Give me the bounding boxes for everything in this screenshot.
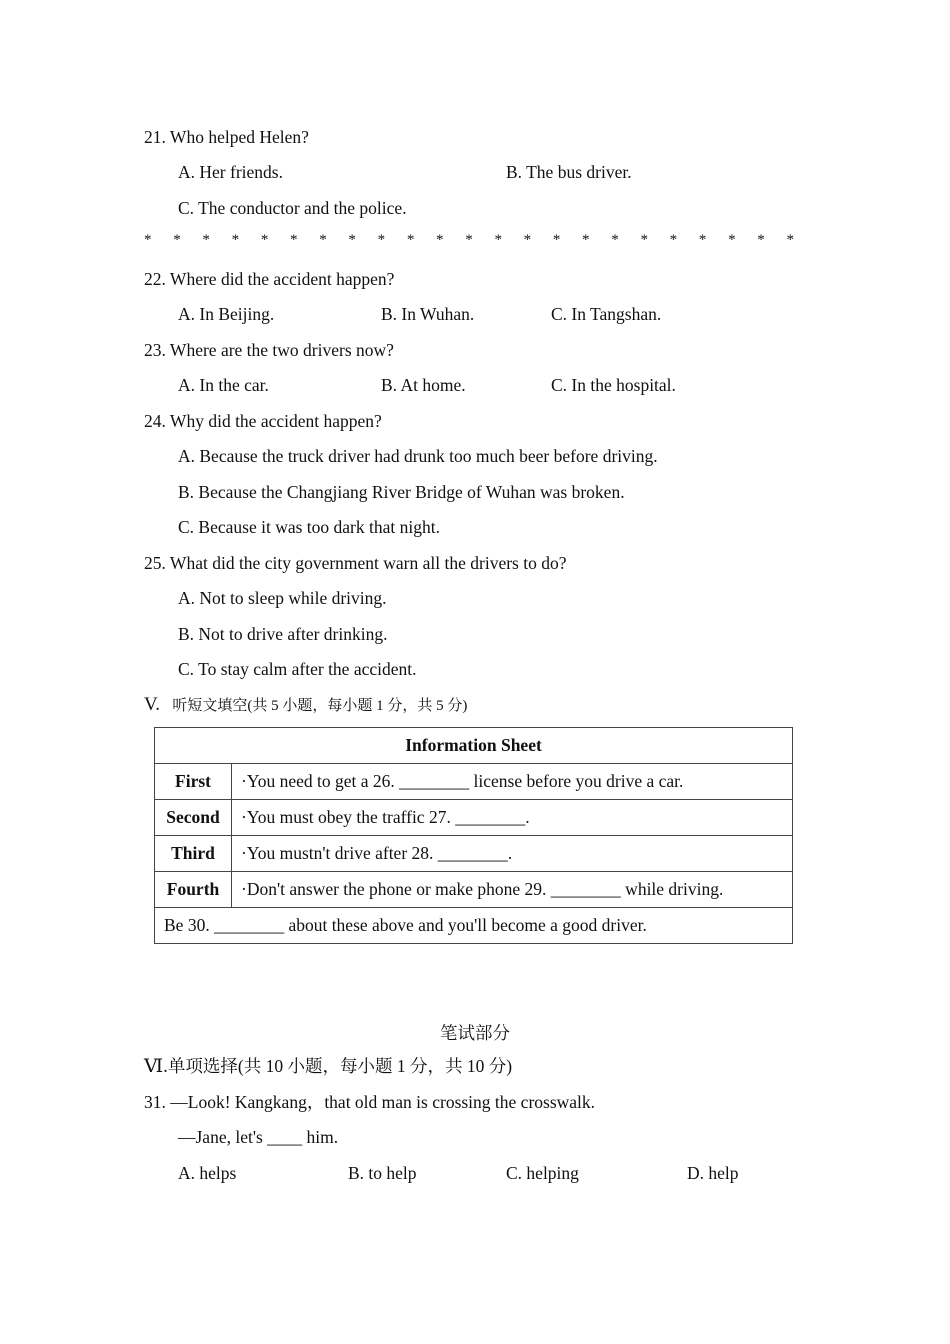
star: * bbox=[231, 232, 240, 248]
q25-option-a: A. Not to sleep while driving. bbox=[178, 588, 387, 608]
q21-option-a: A. Her friends. bbox=[178, 162, 283, 182]
star: * bbox=[728, 232, 736, 248]
q31-option-d: D. help bbox=[687, 1163, 739, 1183]
section-6-numeral: Ⅵ. bbox=[144, 1056, 168, 1077]
question-23: 23. Where are the two drivers now? bbox=[144, 340, 394, 360]
section-6-heading bbox=[144, 1055, 512, 1078]
star: * bbox=[290, 232, 298, 248]
q25-option-b: B. Not to drive after drinking. bbox=[178, 624, 388, 644]
information-sheet-title: Information Sheet bbox=[155, 728, 793, 764]
star: * bbox=[494, 232, 502, 248]
star: * bbox=[523, 232, 532, 248]
question-24: 24. Why did the accident happen? bbox=[144, 411, 382, 431]
row-label: Fourth bbox=[155, 872, 232, 908]
information-sheet-table bbox=[154, 727, 793, 944]
star-divider bbox=[144, 232, 794, 249]
q24-option-b: B. Because the Changjiang River Bridge of Wuhan was broken. bbox=[178, 482, 625, 502]
section-5-heading bbox=[144, 693, 467, 717]
star: * bbox=[173, 232, 181, 248]
section-5-numeral: V. bbox=[144, 694, 161, 715]
row-text: ·You must obey the traffic 27. ________. bbox=[232, 800, 793, 836]
q22-option-b: B. In Wuhan. bbox=[381, 304, 475, 324]
q24-option-a: A. Because the truck driver had drunk too much beer before driving. bbox=[178, 446, 658, 466]
star: * bbox=[611, 232, 619, 248]
q23-option-a: A. In the car. bbox=[178, 375, 269, 395]
row-label: First bbox=[155, 764, 232, 800]
star: * bbox=[582, 232, 590, 248]
star: * bbox=[406, 232, 415, 248]
table-row bbox=[155, 800, 793, 836]
star: * bbox=[669, 232, 678, 248]
star: * bbox=[377, 232, 386, 248]
row-label: Third bbox=[155, 836, 232, 872]
row-text: ·You need to get a 26. ________ license before you drive a car. bbox=[232, 764, 793, 800]
q22-option-c: C. In Tangshan. bbox=[551, 304, 662, 324]
star: * bbox=[552, 232, 561, 248]
q23-option-b: B. At home. bbox=[381, 375, 466, 395]
section-5-title: 听短文填空(共 5 小题，每小题 1 分，共 5 分) bbox=[172, 698, 468, 714]
question-21: 21. Who helped Helen? bbox=[144, 127, 309, 147]
star: * bbox=[202, 232, 210, 248]
section-6-title: 单项选择(共 10 小题，每小题 1 分，共 10 分) bbox=[167, 1056, 513, 1076]
row-label: Second bbox=[155, 800, 232, 836]
star: * bbox=[757, 232, 765, 248]
written-part-title: 笔试部分 bbox=[440, 1023, 510, 1043]
star: * bbox=[144, 232, 152, 248]
star: * bbox=[319, 232, 327, 248]
star: * bbox=[786, 232, 794, 248]
q25-option-c: C. To stay calm after the accident. bbox=[178, 659, 417, 679]
star: * bbox=[640, 232, 648, 248]
question-25: 25. What did the city government warn all the drivers to do? bbox=[144, 553, 567, 573]
table-header-row bbox=[155, 728, 793, 764]
row-text: ·Don't answer the phone or make phone 29. ________ while driving. bbox=[232, 872, 793, 908]
q31-option-b: B. to help bbox=[348, 1163, 417, 1183]
star: * bbox=[348, 232, 356, 248]
row-text: ·You mustn't drive after 28. ________. bbox=[232, 836, 793, 872]
q21-option-c: C. The conductor and the police. bbox=[178, 198, 407, 218]
table-row bbox=[155, 872, 793, 908]
q31-option-c: C. helping bbox=[506, 1163, 579, 1183]
question-31: 31. —Look! Kangkang，that old man is crossing the crosswalk. bbox=[144, 1092, 596, 1112]
q22-option-a: A. In Beijing. bbox=[178, 304, 275, 324]
question-31-reply: —Jane, let's ____ him. bbox=[178, 1127, 339, 1147]
star: * bbox=[698, 232, 707, 248]
q24-option-c: C. Because it was too dark that night. bbox=[178, 517, 440, 537]
q31-option-a: A. helps bbox=[178, 1163, 237, 1183]
star: * bbox=[465, 232, 473, 248]
table-row bbox=[155, 836, 793, 872]
information-sheet-footer: Be 30. ________ about these above and you'll become a good driver. bbox=[155, 908, 793, 944]
table-row bbox=[155, 764, 793, 800]
question-22: 22. Where did the accident happen? bbox=[144, 269, 395, 289]
star: * bbox=[260, 232, 269, 248]
q23-option-c: C. In the hospital. bbox=[551, 375, 676, 395]
q21-option-b: B. The bus driver. bbox=[506, 162, 632, 182]
star: * bbox=[436, 232, 444, 248]
table-footer-row bbox=[155, 908, 793, 944]
